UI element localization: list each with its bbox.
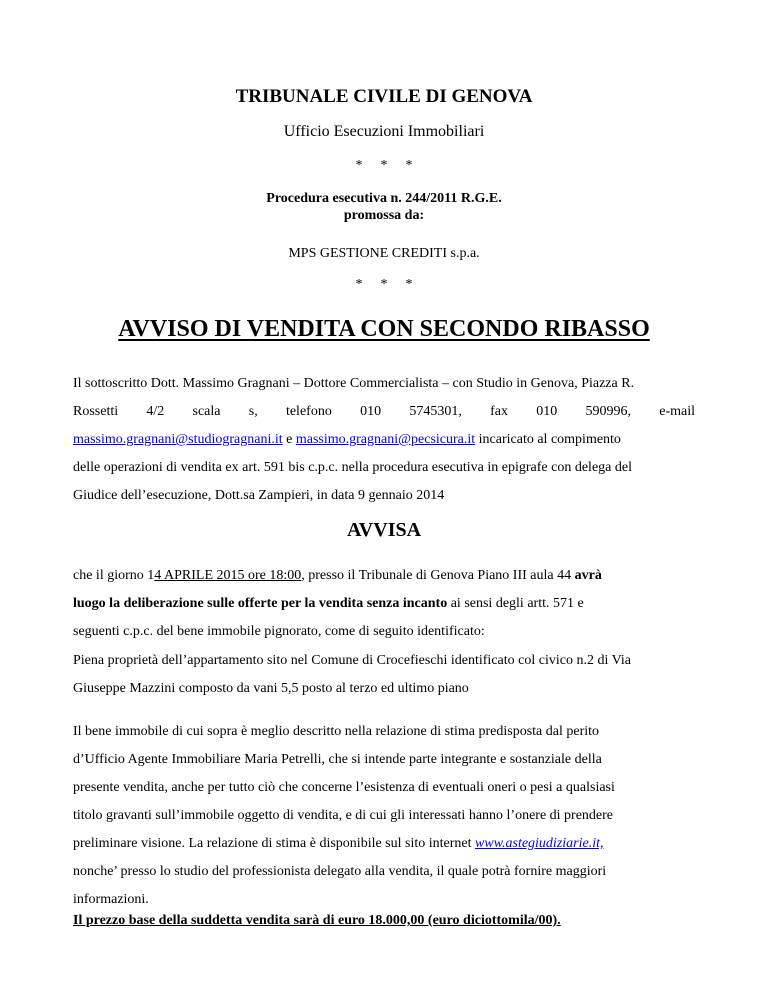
creditor-name: MPS GESTIONE CREDITI s.p.a. [288, 246, 480, 261]
notice-bold: luogo la deliberazione sulle offerte per la vendita senza incanto [73, 596, 448, 611]
email-link[interactable]: massimo.gragnani@studiogragnani.it [73, 432, 283, 447]
auction-date: 4 APRILE 2015 ore 18:00 [154, 568, 302, 583]
description-text: preliminare visione. La relazione di stima è disponibile sul sito internet [73, 836, 476, 851]
avvisa-heading: AVVISA [346, 519, 422, 541]
star: * [380, 158, 388, 173]
star: * [355, 277, 363, 292]
star: * [380, 277, 388, 292]
property-paragraph [73, 647, 695, 703]
description-line: d’Ufficio Agente Immobiliare Maria Petrelli, che si intende parte integrante e sostanziale della [73, 752, 602, 767]
intro-line: delle operazioni di vendita ex art. 591 bis c.p.c. nella procedura esecutiva in epigrafe con delega del [73, 460, 632, 475]
property-line: Giuseppe Mazzini composto da vani 5,5 posto al terzo ed ultimo piano [73, 681, 469, 696]
star: * [405, 158, 413, 173]
description-paragraph [73, 718, 695, 914]
intro-line: Rossetti 4/2 scala s, telefono 010 5745301, fax 010 590996, e-mail [73, 404, 695, 419]
notice-line [73, 590, 695, 618]
property-line: Piena proprietà dell’appartamento sito nel Comune di Crocefieschi identificato col civico n.2 di Via [73, 653, 631, 668]
intro-paragraph [73, 370, 695, 510]
notice-bold: avrà [574, 568, 602, 583]
separator-stars [0, 277, 768, 293]
intro-line [73, 426, 695, 454]
description-line [73, 830, 695, 858]
notice-line [73, 562, 695, 590]
court-heading: TRIBUNALE CIVILE DI GENOVA [235, 86, 533, 107]
pec-email-link[interactable]: massimo.gragnani@pecsicura.it [295, 432, 476, 447]
procedure-number: Procedura esecutiva n. 244/2011 R.G.E. [266, 191, 502, 206]
notice-text: , presso il Tribunale di Genova Piano III aula 44 [301, 568, 575, 583]
description-line: presente vendita, anche per tutto ciò che concerne l’esistenza di eventuali oneri o pesi a qualsiasi [73, 780, 615, 795]
notice-text: che il giorno 1 [73, 568, 155, 583]
notice-line: seguenti c.p.c. del bene immobile pignorato, come di seguito identificato: [73, 624, 485, 639]
description-line: informazioni. [73, 892, 149, 907]
notice-title: AVVISO DI VENDITA CON SECONDO RIBASSO [118, 316, 650, 342]
star: * [355, 158, 363, 173]
description-line: Il bene immobile di cui sopra è meglio descritto nella relazione di stima predisposta dal perito [73, 724, 600, 739]
procedure-block [0, 190, 768, 224]
office-subheading: Ufficio Esecuzioni Immobiliari [283, 123, 485, 140]
separator-stars [0, 158, 768, 174]
base-price: Il prezzo base della suddetta vendita sarà di euro 18.000,00 (euro diciottomila/00). [73, 913, 561, 928]
description-line: nonche’ presso lo studio del professionista delegato alla vendita, il quale potrà fornire maggiori [73, 864, 607, 879]
intro-line: Il sottoscritto Dott. Massimo Gragnani – Dottore Commercialista – con Studio in Genova, Piazza R. [73, 376, 635, 391]
conjunction: e [282, 432, 296, 447]
website-link[interactable]: www.astegiudiziarie.it, [475, 836, 604, 851]
notice-text: ai sensi degli artt. 571 e [447, 596, 584, 611]
description-line: titolo gravanti sull’immobile oggetto di vendita, e di cui gli interessati hanno l’onere di prendere [73, 808, 614, 823]
intro-line: Giudice dell’esecuzione, Dott.sa Zampieri, in data 9 gennaio 2014 [73, 488, 445, 503]
intro-text: incaricato al compimento [475, 432, 621, 447]
star: * [405, 277, 413, 292]
notice-paragraph [73, 562, 695, 646]
procedure-promoted-by: promossa da: [343, 208, 425, 223]
